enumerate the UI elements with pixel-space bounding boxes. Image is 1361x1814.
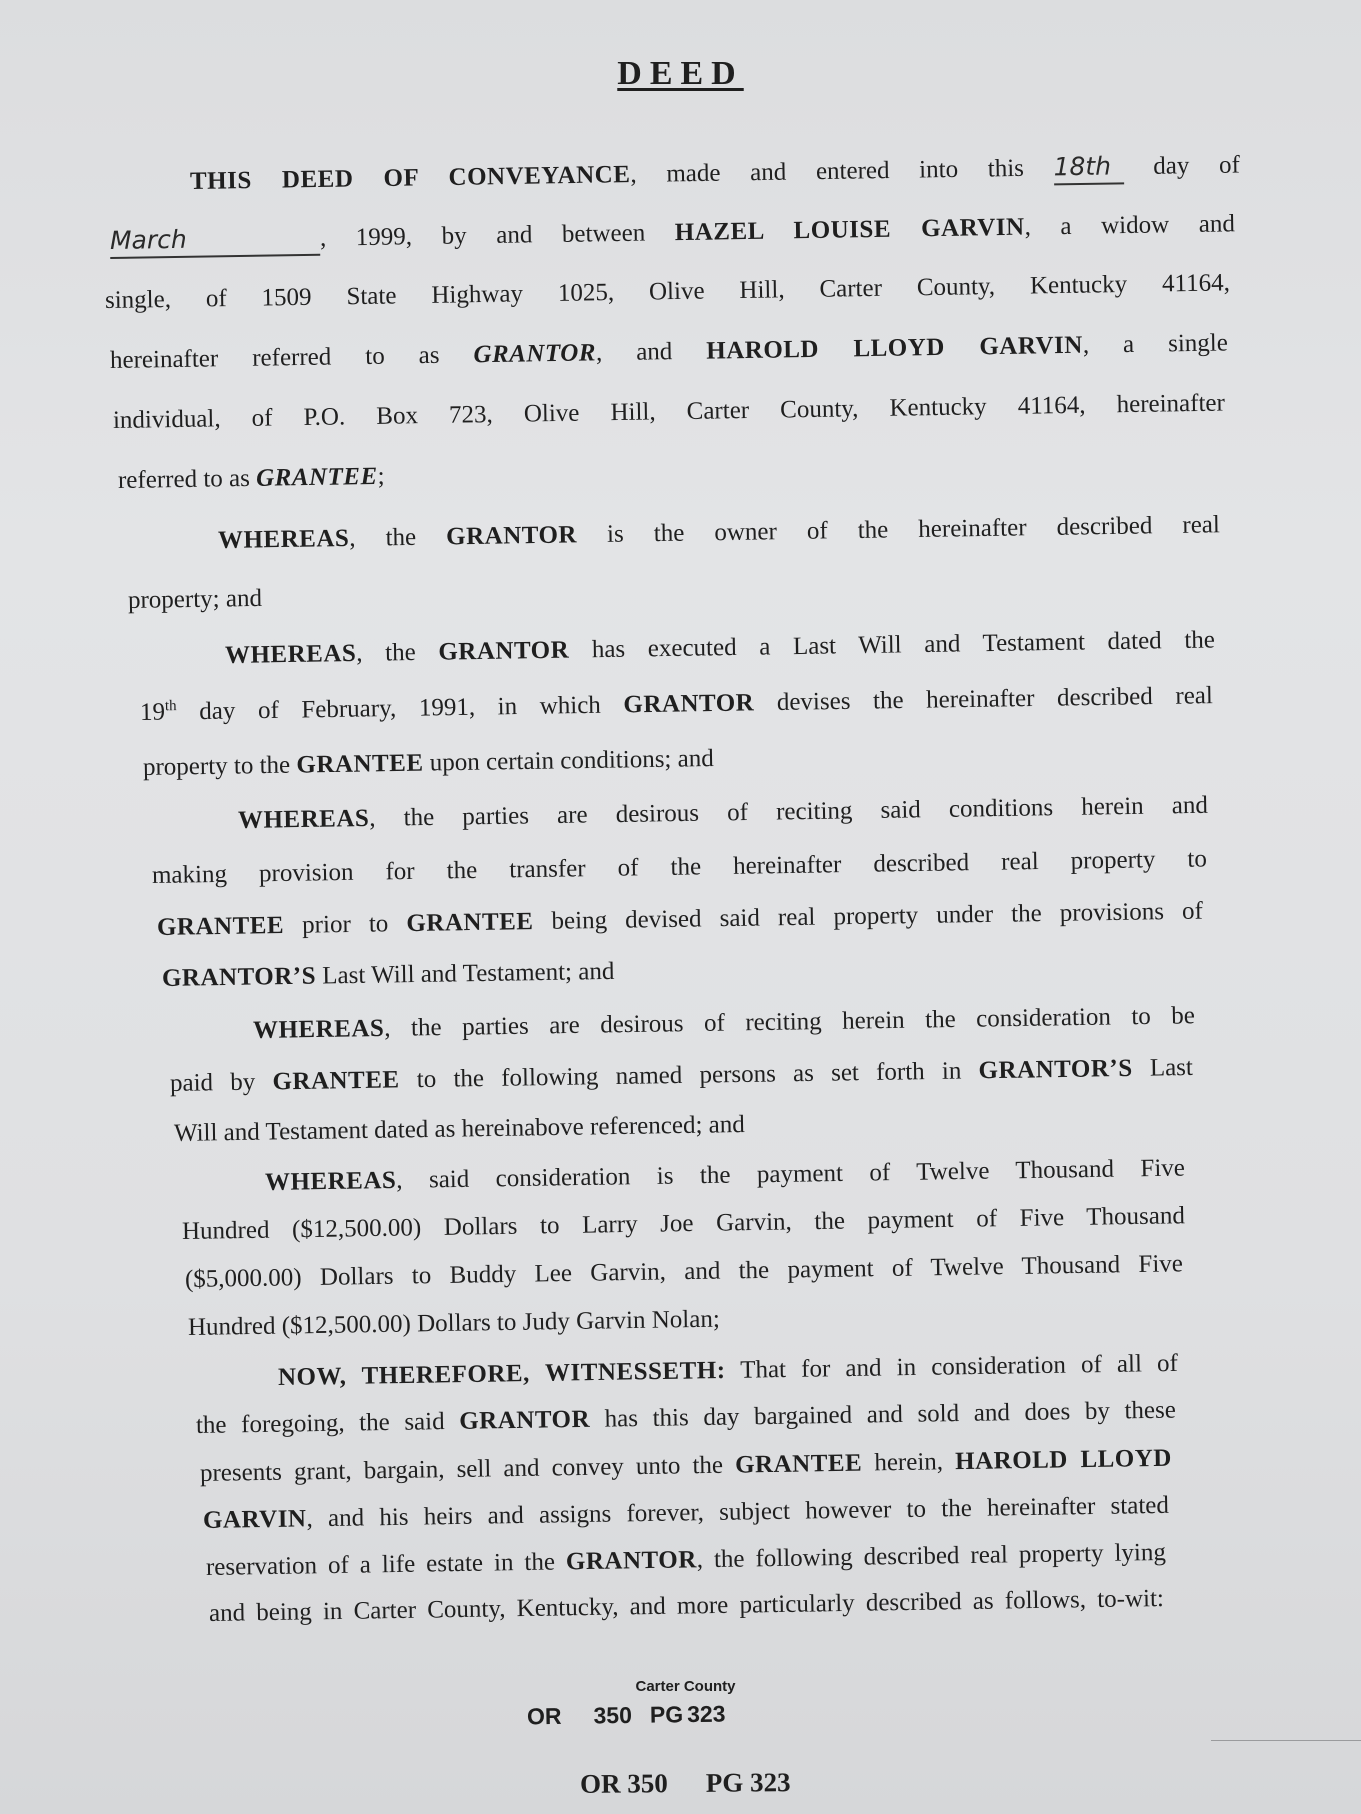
deed-text-segment: , the following described real property lying (696, 1538, 1167, 1574)
deed-text-line (110, 207, 1235, 259)
deed-text-segment: HAROLD LLOYD GARVIN (706, 331, 1084, 365)
deed-text-line (118, 461, 385, 497)
deed-text-segment: , the parties are desirous of reciting said conditions herein and (369, 791, 1209, 832)
stamp-book-number: 350 (593, 1701, 633, 1729)
deed-text-segment: , a single (1082, 329, 1229, 359)
deed-text-line (218, 509, 1220, 557)
deed-text-segment: Last Will and Testament; and (315, 957, 615, 990)
deed-text-line (209, 1583, 1164, 1630)
deed-text-segment: WHEREAS (264, 1166, 397, 1196)
deed-text-segment: , made and entered into this (630, 154, 1054, 189)
deed-text-line (182, 1200, 1185, 1248)
deed-text-segment: Hundred ($12,500.00) Dollars to Larry Joe Garvin, the payment of Five Thousand (181, 1202, 1186, 1245)
deed-text-line (265, 1153, 1185, 1199)
stamp-or-label: OR (526, 1702, 562, 1730)
deed-text-segment: , the parties are desirous of reciting herein the consideration to be (384, 1002, 1196, 1042)
deed-text-line (185, 1248, 1183, 1296)
deed-text-line (110, 327, 1228, 377)
deed-text-segment: GRANTOR (473, 339, 597, 369)
deed-text-line (162, 956, 615, 995)
deed-text-segment: Will and Testament dated as hereinabove referenced; and (173, 1111, 745, 1147)
deed-text-segment: paid by (169, 1068, 273, 1097)
deed-text-line (196, 1395, 1176, 1442)
deed-text-segment: day of February, 1991, in which (176, 691, 624, 726)
deed-text-segment: ($5,000.00) Dollars to Buddy Lee Garvin, and the payment of Twelve Thousand Five (184, 1250, 1184, 1293)
deed-text-segment: has this day bargained and sold and does by these (589, 1396, 1177, 1433)
deed-text-segment: th (164, 698, 177, 715)
deed-text-segment: devises the hereinafter described real (754, 682, 1214, 717)
deed-text-segment: , the (356, 638, 439, 667)
deed-text-segment: GRANTOR (565, 1546, 697, 1576)
deed-text-segment: WHEREAS (217, 524, 350, 554)
deed-text-segment: NOW, THEREFORE, WITNESSETH: (277, 1356, 726, 1391)
deed-text-segment: GRANTOR (623, 689, 755, 719)
deed-text-segment: ; (377, 462, 385, 490)
deed-text-segment: GRANTEE (296, 749, 424, 779)
footer-book-page (580, 1767, 791, 1800)
deed-text-line (152, 843, 1207, 892)
deed-text-line (128, 583, 262, 617)
deed-text-segment: hereinafter referred to as (109, 341, 474, 374)
deed-text-segment: 19 (139, 698, 166, 726)
deed-text-segment: making provision for the transfer of the hereinafter described real property to (151, 845, 1208, 889)
recorder-stamp-county: Carter County (635, 1678, 736, 1695)
deed-text-line (170, 1052, 1193, 1100)
deed-text-segment: , the (349, 523, 447, 552)
deed-text-segment: GRANTEE (272, 1066, 400, 1096)
handwritten-entry: 18th (1053, 150, 1124, 185)
deed-text-segment: single, of 1509 State Highway 1025, Olive Hill, Carter County, Kentucky 41164, (104, 269, 1231, 314)
deed-text-segment: , 1999, by and between (319, 219, 676, 252)
deed-text-segment: WHEREAS (237, 804, 370, 834)
deed-text-segment: to the following named persons as set forth in (399, 1057, 979, 1094)
deed-text-segment: That for and in consideration of all of (725, 1349, 1179, 1384)
deed-text-segment: , said consideration is the payment of Twelve Thousand Five (396, 1154, 1186, 1194)
recorder-stamp-book-page (527, 1701, 726, 1731)
deed-text-segment: THIS DEED OF CONVEYANCE (189, 161, 631, 195)
deed-text-segment: WHEREAS (224, 639, 357, 669)
deed-text-segment: , a widow and (1024, 210, 1236, 241)
deed-text-segment: Last (1132, 1053, 1194, 1082)
deed-text-line (174, 1109, 745, 1150)
deed-text-segment: upon certain conditions; and (423, 745, 714, 777)
deed-text-segment: GRANTOR (445, 521, 578, 551)
deed-text-line (238, 790, 1208, 837)
deed-text-segment: referred to as (117, 464, 257, 494)
deed-text-segment: GRANTOR (459, 1405, 591, 1435)
deed-text-segment: Hundred ($12,500.00) Dollars to Judy Garvin Nolan; (187, 1305, 721, 1341)
deed-text-segment: day of (1123, 151, 1241, 181)
footer-page: PG 323 (705, 1767, 791, 1798)
deed-text-line (253, 1000, 1195, 1047)
deed-text-segment: prior to (283, 910, 407, 940)
deed-text-line (143, 743, 714, 784)
deed-text-line (206, 1537, 1166, 1584)
footer-book: OR 350 (579, 1768, 668, 1799)
deed-text-segment: has executed a Last Will and Testament dated the (568, 626, 1216, 664)
deed-text-segment: GRANTOR (438, 636, 570, 666)
deed-text-segment: is the owner of the hereinafter described real (576, 511, 1221, 549)
deed-text-line (105, 267, 1230, 317)
deed-text-segment: reservation of a life estate in the (205, 1548, 567, 1581)
deed-text-line (188, 1304, 720, 1344)
deed-text-segment: individual, of P.O. Box 723, Olive Hill, Carter County, Kentucky 41164, hereinafter (112, 389, 1226, 434)
deed-text-segment: GRANTEE (255, 462, 378, 492)
deed-text-line (190, 149, 1240, 199)
deed-text-segment: the foregoing, the said (195, 1407, 460, 1439)
deed-text-segment: being devised said real property under the provisions of (533, 897, 1204, 936)
deed-text-line (157, 896, 1203, 944)
deed-text-segment: presents grant, bargain, sell and convey unto the (199, 1451, 736, 1487)
deed-text-line (203, 1490, 1169, 1537)
deed-text-segment: GRANTEE (734, 1449, 863, 1479)
deed-text-segment: and being in Carter County, Kentucky, and more particularly described as follows, to-wit: (208, 1585, 1165, 1627)
deed-text-line (140, 680, 1213, 729)
deed-text-segment: property to the (142, 751, 297, 781)
page-edge-mark (1211, 1740, 1361, 1741)
deed-text-segment: HAZEL LOUISE GARVIN (674, 213, 1025, 247)
deed-text-segment: GRANTEE (156, 912, 285, 941)
deed-text-segment: GRANTOR’S (978, 1054, 1133, 1085)
stamp-page-number: 323 (686, 1700, 726, 1728)
handwritten-entry: March (110, 222, 321, 259)
deed-title: DEED (617, 55, 744, 92)
deed-text-line (278, 1348, 1178, 1394)
deed-text-segment: , and (595, 337, 707, 367)
deed-text-segment: herein, (862, 1448, 956, 1477)
deed-text-segment: HAROLD LLOYD (954, 1444, 1173, 1476)
deed-text-segment: GARVIN (202, 1505, 307, 1534)
stamp-pg-label: PG (649, 1701, 684, 1728)
deed-text-segment: , and his heirs and assigns forever, subject however to the hereinafter stated (306, 1491, 1170, 1533)
deed-text-line (113, 388, 1225, 437)
deed-text-line (225, 624, 1215, 672)
deed-text-line (200, 1443, 1172, 1490)
deed-text-segment: WHEREAS (252, 1014, 385, 1044)
deed-text-segment: GRANTEE (406, 908, 534, 938)
deed-text-segment: property; and (127, 584, 263, 614)
deed-text-segment: GRANTOR’S (161, 962, 317, 992)
